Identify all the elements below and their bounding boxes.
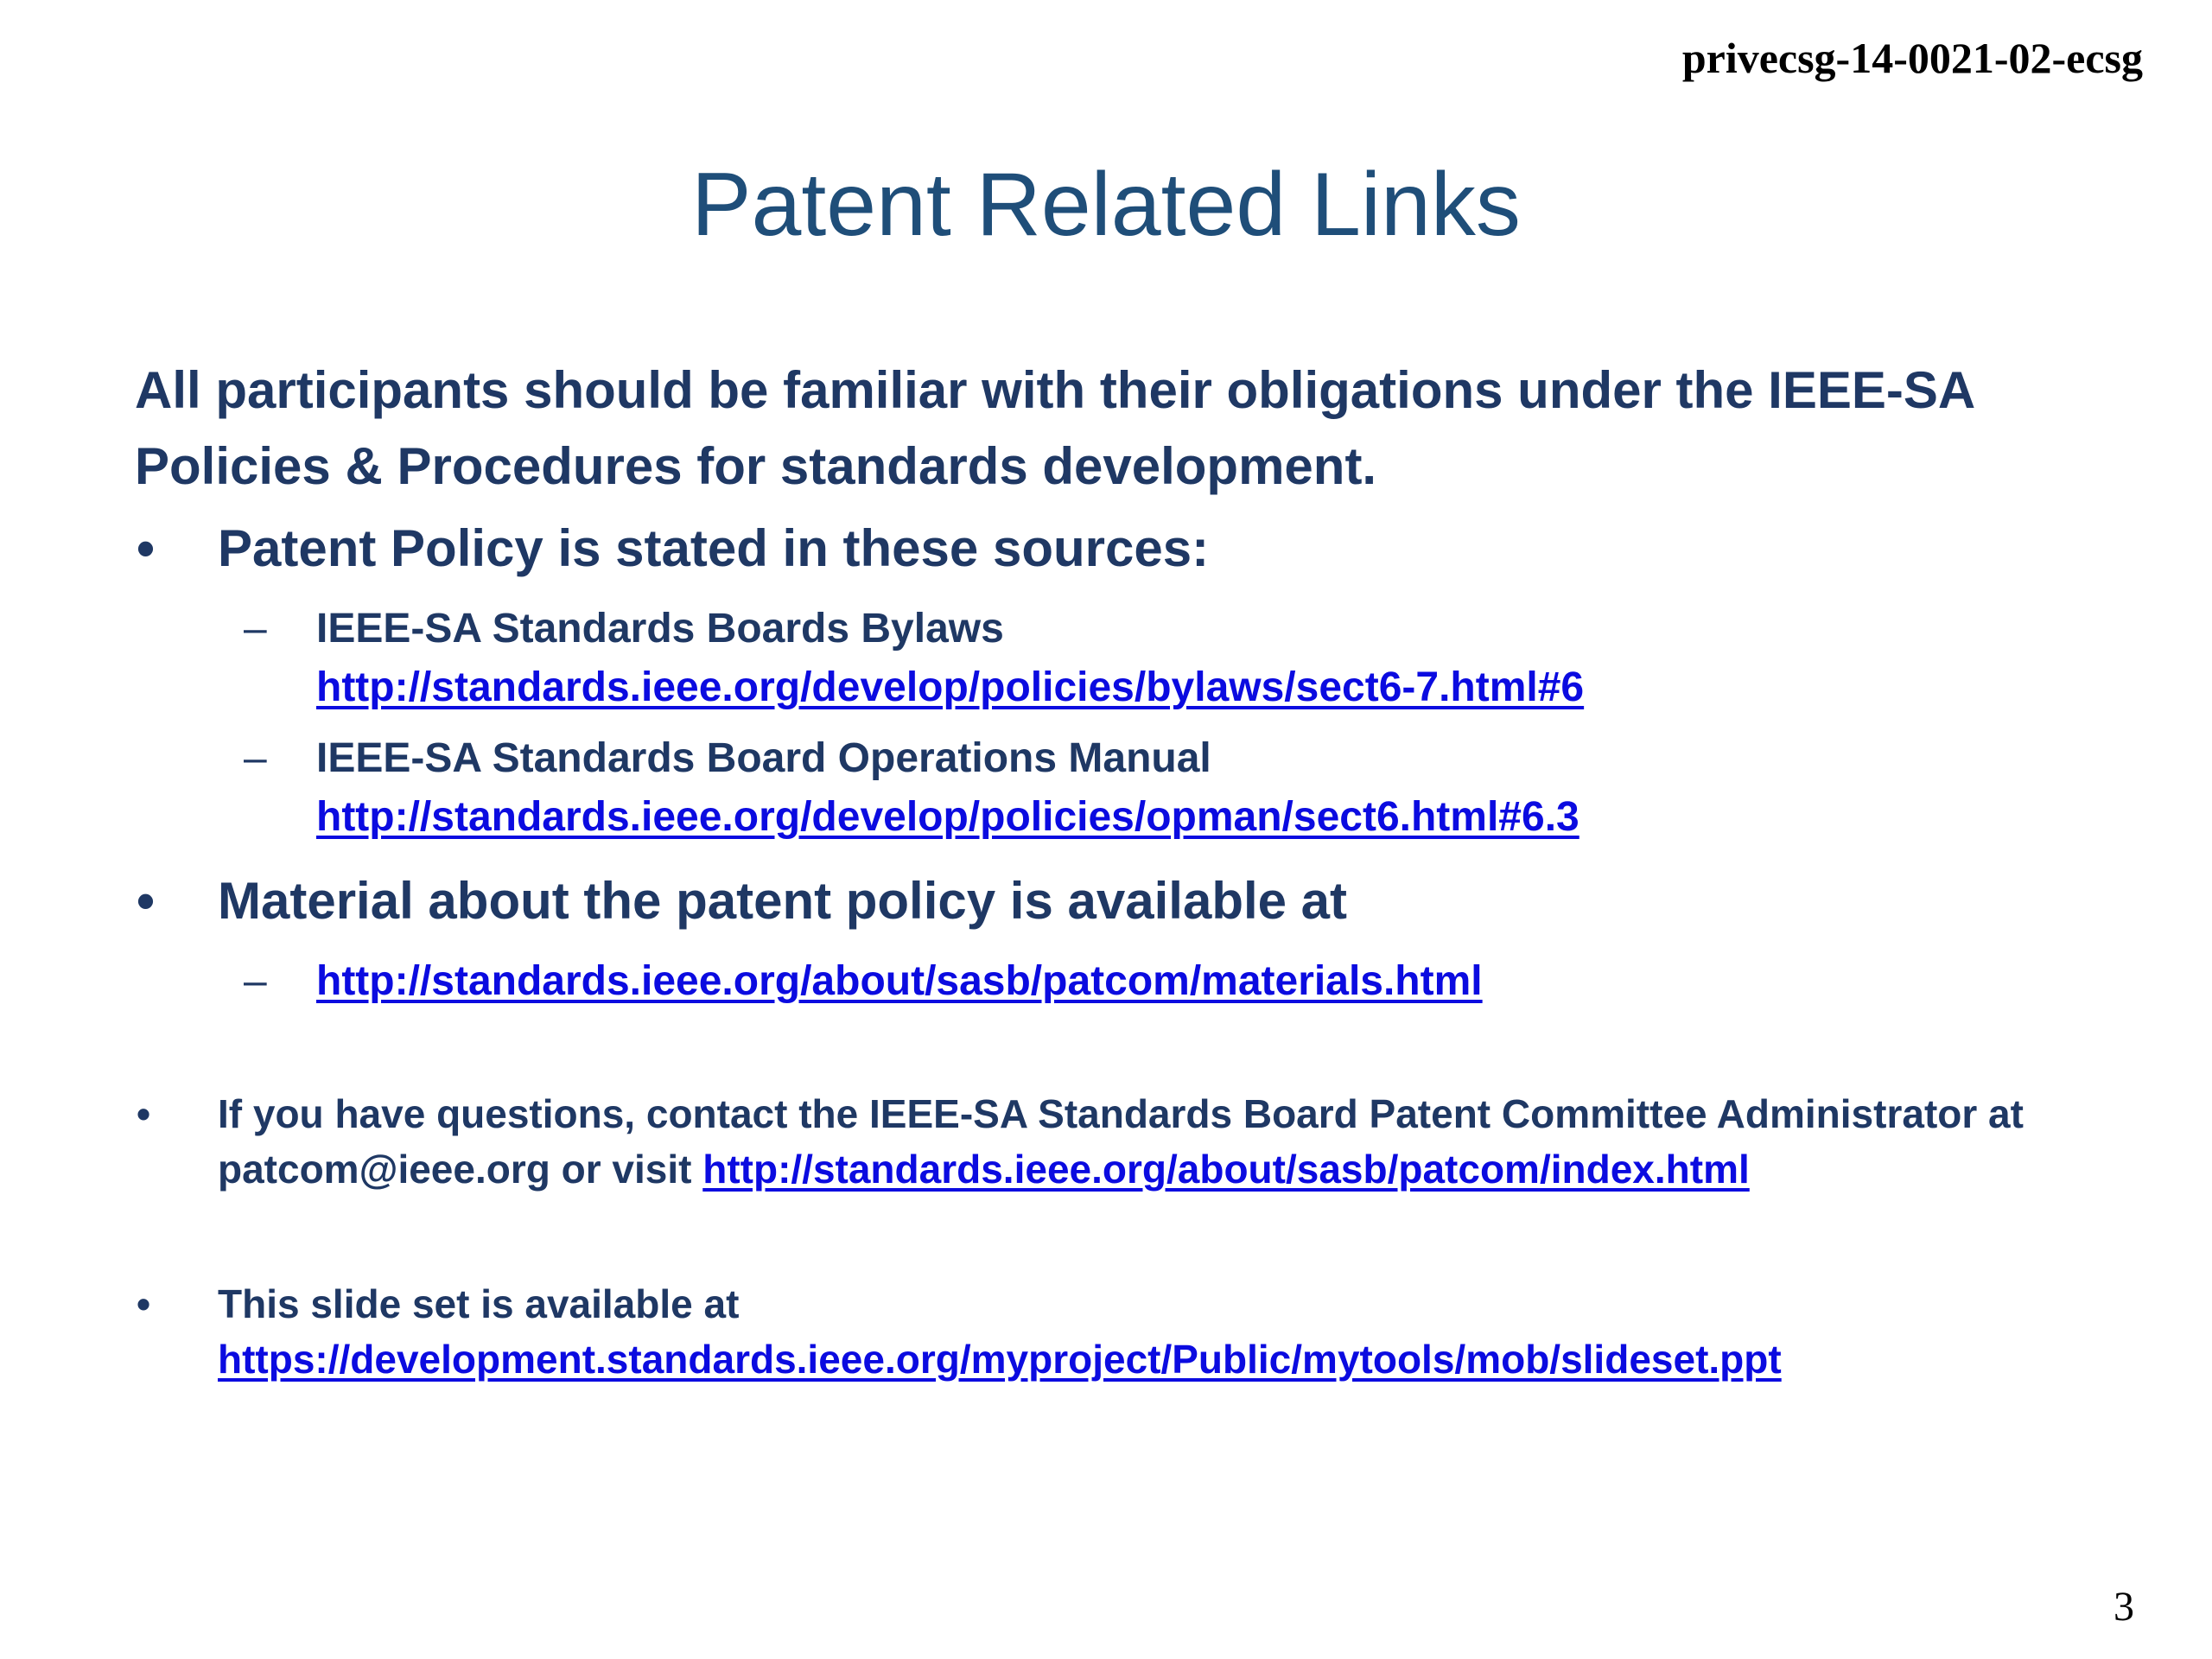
bullet-4-glyph: • xyxy=(137,1281,151,1326)
bullet-1-text: Patent Policy is stated in these sources: xyxy=(218,519,1210,577)
patcom-index-link[interactable]: http://standards.ieee.org/about/sasb/patcom/index.html xyxy=(702,1147,1750,1192)
bullet-3-line-2 xyxy=(218,1146,1750,1192)
patent-materials-link[interactable]: http://standards.ieee.org/about/sasb/patcom/materials.html xyxy=(316,958,1483,1004)
sub-1-1-label: IEEE-SA Standards Boards Bylaws xyxy=(316,606,1004,652)
page-number: 3 xyxy=(2113,1584,2134,1630)
sub-1-2-label: IEEE-SA Standards Board Operations Manual xyxy=(316,735,1211,781)
sub-1-1-dash: – xyxy=(244,606,267,652)
bullet-4-text: This slide set is available at xyxy=(218,1281,740,1326)
sub-1-2-link-row xyxy=(316,793,1580,841)
bullet-3-glyph: • xyxy=(137,1091,151,1136)
bullet-4-link-row xyxy=(218,1336,1782,1382)
bullet-3-line-1: If you have questions, contact the IEEE-SA Standards Board Patent Committee Administrator at xyxy=(218,1091,2024,1136)
intro-line-1: All participants should be familiar with their obligations under the IEEE-SA xyxy=(135,361,1976,419)
bullet-2-glyph: • xyxy=(137,872,156,930)
sub-2-1-dash: – xyxy=(244,958,267,1004)
sub-1-2-dash: – xyxy=(244,735,267,781)
bullet-1-glyph: • xyxy=(137,519,156,577)
document-id: privecsg-14-0021-02-ecsg xyxy=(1681,34,2143,82)
bullet-2-text: Material about the patent policy is available at xyxy=(218,872,1348,930)
slideset-link[interactable]: https://development.standards.ieee.org/myproject/Public/mytools/mob/slideset.ppt xyxy=(218,1337,1782,1382)
intro-line-2: Policies & Procedures for standards development. xyxy=(135,437,1377,495)
sub-1-1-link-row xyxy=(316,664,1584,711)
slide-title: Patent Related Links xyxy=(691,155,1521,255)
sub-2-1-link-row xyxy=(316,957,1483,1005)
bylaws-link[interactable]: http://standards.ieee.org/develop/policies/bylaws/sect6-7.html#6 xyxy=(316,664,1585,710)
intro-paragraph xyxy=(135,353,2122,505)
operations-manual-link[interactable]: http://standards.ieee.org/develop/policies/opman/sect6.html#6.3 xyxy=(316,794,1580,840)
bullet-3-prefix: patcom@ieee.org or visit xyxy=(218,1147,703,1192)
